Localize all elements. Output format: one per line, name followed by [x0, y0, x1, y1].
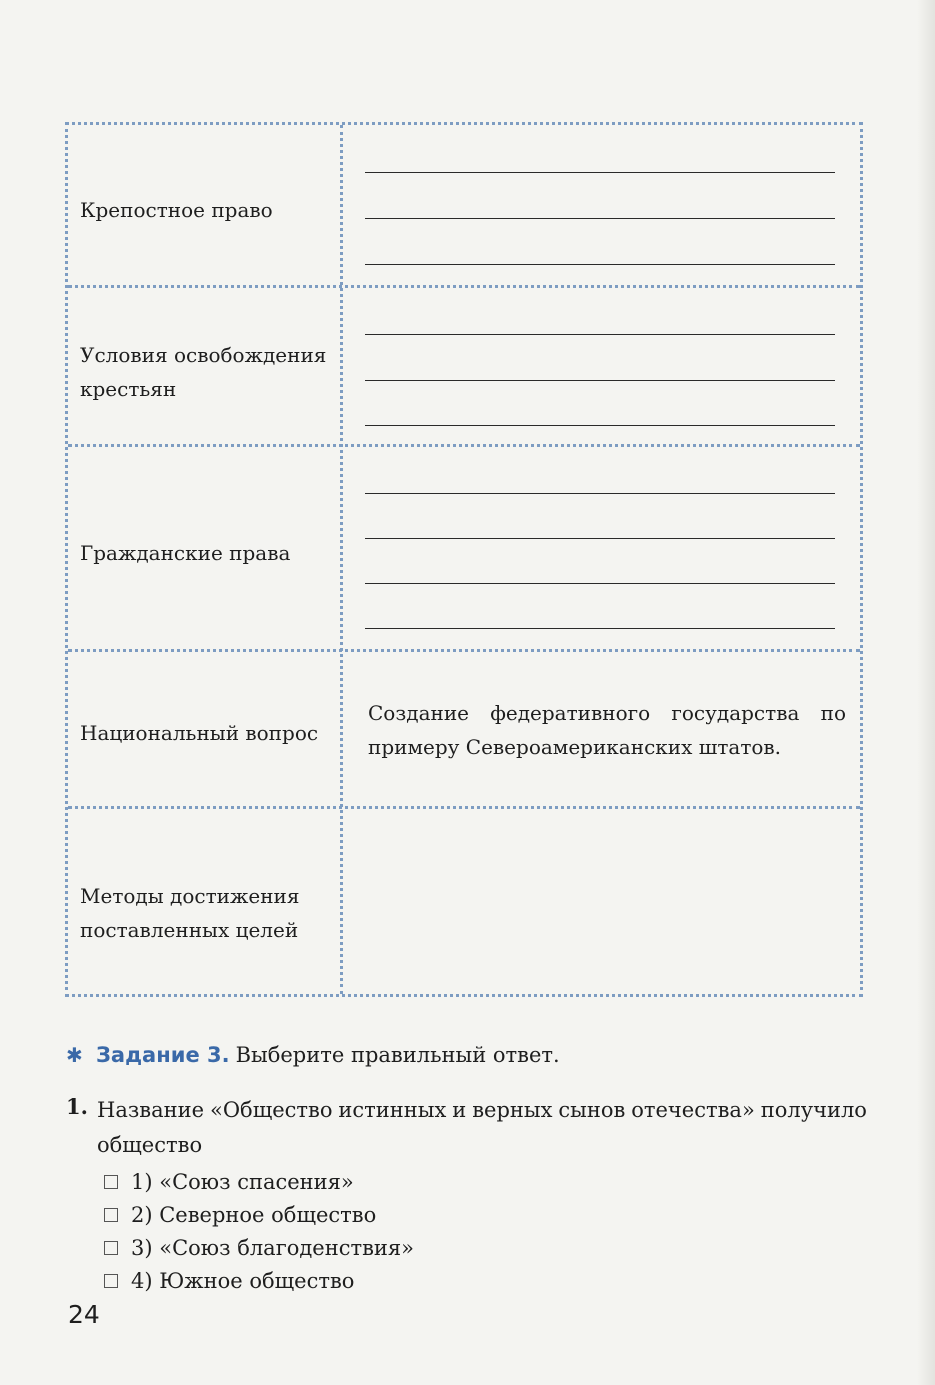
- answer-option[interactable]: [104, 1231, 414, 1264]
- answer-option[interactable]: [104, 1198, 414, 1231]
- task-title: Задание 3.: [96, 1043, 230, 1067]
- answer-line[interactable]: [365, 264, 835, 265]
- task-instruction: Выберите правильный ответ.: [235, 1043, 560, 1067]
- checkbox[interactable]: [104, 1274, 118, 1288]
- row-label: [80, 288, 335, 444]
- table-row-serfdom: [68, 125, 860, 285]
- option-label: 2) Северное общество: [131, 1202, 377, 1227]
- option-label: 4) Южное общество: [131, 1268, 355, 1293]
- answer-line[interactable]: [365, 172, 835, 173]
- answer-line[interactable]: [365, 380, 835, 381]
- checkbox[interactable]: [104, 1175, 118, 1189]
- question-number: 1.: [66, 1094, 88, 1119]
- row-label: [80, 652, 335, 806]
- answer-line[interactable]: [365, 538, 835, 539]
- row-label-line: крестьян: [80, 377, 177, 401]
- answer-line[interactable]: [365, 493, 835, 494]
- answer-line[interactable]: [365, 628, 835, 629]
- table-row-national-question: [68, 649, 860, 806]
- question-line: общество: [97, 1133, 203, 1157]
- asterisk-icon: ✱: [66, 1043, 83, 1067]
- checkbox[interactable]: [104, 1208, 118, 1222]
- worksheet-table: [65, 122, 863, 997]
- question-word: верных: [472, 1098, 553, 1122]
- question-word: Название: [97, 1098, 205, 1122]
- row-label-line: Гражданские права: [80, 541, 291, 565]
- row-label-line: Национальный вопрос: [80, 721, 319, 745]
- page-edge: [917, 0, 935, 1385]
- question-word: и: [452, 1098, 467, 1122]
- answer-line[interactable]: [365, 334, 835, 335]
- option-label: 3) «Союз благоденствия»: [131, 1235, 414, 1260]
- question-word: сынов: [558, 1098, 626, 1122]
- question-text: [97, 1093, 867, 1163]
- row-label-line: поставленных целей: [80, 917, 299, 942]
- answer-line[interactable]: [365, 583, 835, 584]
- checkbox[interactable]: [104, 1241, 118, 1255]
- row-label: [80, 809, 335, 994]
- question-word: отечества»: [631, 1098, 755, 1122]
- row-label-line: Условия освобождения: [80, 343, 327, 367]
- question-word: получило: [760, 1098, 867, 1122]
- answer-option[interactable]: [104, 1165, 414, 1198]
- row-label: [80, 447, 335, 649]
- row-label-line: Крепостное право: [80, 198, 273, 222]
- task-heading: [66, 1043, 560, 1067]
- answer-line[interactable]: [365, 218, 835, 219]
- row-label-line: Методы достижения: [80, 883, 300, 908]
- table-row-civil-rights: [68, 444, 860, 649]
- question-line: [97, 1093, 867, 1128]
- answer-line[interactable]: [365, 425, 835, 426]
- page-number: 24: [68, 1300, 100, 1329]
- option-label: 1) «Союз спасения»: [131, 1169, 354, 1194]
- question-word: истинных: [338, 1098, 447, 1122]
- answer-options: [104, 1165, 414, 1297]
- table-row-peasant-liberation: [68, 285, 860, 444]
- answer-text: Создание федеративного государства по примеру Североамериканских штатов.: [368, 701, 846, 759]
- question-word: «Общество: [209, 1098, 333, 1122]
- row-label: [80, 125, 335, 285]
- answer-option[interactable]: [104, 1264, 414, 1297]
- table-row-methods: [68, 806, 860, 994]
